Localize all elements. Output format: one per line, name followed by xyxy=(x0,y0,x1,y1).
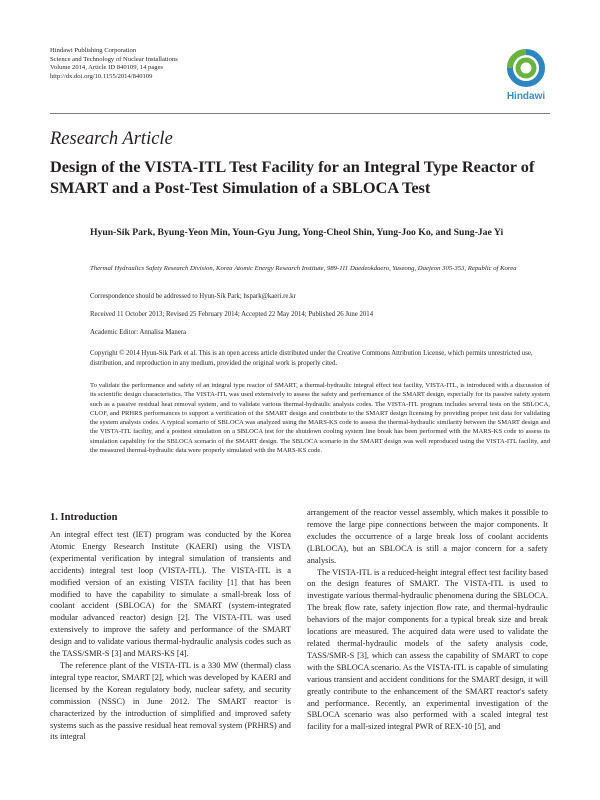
article-type-label: Research Article xyxy=(50,129,173,149)
copyright-notice: Copyright © 2014 Hyun-Sik Park et al. This is an open access article distributed under the Creative Commons Attribution License, which permits unrestricted use, distribution, and reproduction in any medium, provided the original work is properly cited. xyxy=(90,350,533,367)
journal-header xyxy=(50,47,178,81)
abstract: To validate the performance and safety of an integral type reactor of SMART, a thermal-hydraulic integral effect test facility, VISTA-ITL, is introduced with a discussion of its scientific design characteristics. The VISTA-ITL was used extensively to assess the safety and performance of the SMART design, especially for its passive safety system such as a passive residual heat removal system, and to validate various thermal-hydraulic analysis codes. The VISTA-ITL program includes several tests on the SBLOCA, CLOF, and PRHRS performances to support a verification of the SMART design and contribute to the SMART design licensing by providing proper test data for validating the system analysis codes. A typical scenario of SBLOCA was analyzed using the MARS-KS code to assess the thermal-hydraulic similarity between the SMART design and the VISTA-ITL facility, and a posttest simulation on a SBLOCA test for the shutdown cooling system line break has been performed with the MARS-KS code to assess its simulation capability for the SBLOCA scenario of the SMART design. The SBLOCA scenario in the SMART design was well reproduced using the VISTA-ITL facility, and the measured thermal-hydraulic data were properly simulated with the MARS-KS code. xyxy=(90,382,550,455)
affiliation: Thermal Hydraulics Safety Research Division, Korea Atomic Energy Research Institute, 989-111 Daedeokdaero, Yuseong, Daejeon 305-353, Republic of Korea xyxy=(90,265,517,272)
dates-line: Received 11 October 2013; Revised 25 February 2014; Accepted 22 May 2014; Published 26 June 2014 xyxy=(90,311,374,318)
paragraph: The VISTA-ITL is a reduced-height integral effect test facility based on the design features of SMART. The VISTA-ITL is used to investigate various thermal-hydraulic phenomena during the SBLOCA. The break flow rate, safety injection flow rate, and thermal-hydraulic behaviors of the major components for a typical break size and break locations are measured. The acquired data were used to validate the related thermal-hydraulic models of the safety analysis code, TASS/SMR-S [3], which can assess the capability of SMART to cope with the SBLOCA scenario. As the VISTA-ITL is capable of simulating various transient and accident conditions for the SMART design, it will greatly contribute to the enhancement of the SMART reactor's safety and performance. Recently, an experimental investigation of the SBLOCA scenario was also performed with a scaled integral test facility for a mall-sized integral PWR of REX-10 [5], and xyxy=(307,567,548,732)
publisher-name: Hindawi Publishing Corporation xyxy=(50,47,137,54)
right-column xyxy=(307,507,548,733)
author-list: Hyun-Sik Park, Byung-Yeon Min, Youn-Gyu Jung, Yong-Cheol Shin, Yung-Joo Ko, and Sung-Jae Yi xyxy=(90,227,504,238)
header-divider xyxy=(50,113,550,114)
correspondence-line: Correspondence should be addressed to Hyun-Sik Park; hspark@kaeri.re.kr xyxy=(90,293,296,300)
journal-name: Science and Technology of Nuclear Installations xyxy=(50,55,178,63)
article-title: Design of the VISTA-ITL Test Facility for an Integral Type Reactor of SMART and a Post-Test Simulation of a SBLOCA Test xyxy=(50,157,535,197)
academic-editor: Academic Editor: Annalisa Manera xyxy=(90,329,187,336)
paragraph: arrangement of the reactor vessel assembly, which makes it possible to remove the large pipe connections between the major components. It excludes the occurrence of a large break loss of coolant accidents (LBLOCA), but an SBLOCA is still a major concern for a safety analysis. xyxy=(307,508,548,565)
volume-info: Volume 2014, Article ID 840109, 14 pages xyxy=(50,64,164,72)
hindawi-wordmark: Hindawi xyxy=(506,91,546,102)
doi-link[interactable]: http://dx.doi.org/10.1155/2014/840109 xyxy=(50,72,153,80)
paragraph: An integral effect test (IET) program was conducted by the Korea Atomic Energy Research Institute (KAERI) using the VISTA (experimental verification by integral simulation of transients and accidents) integral test loop (VISTA-ITL). The VISTA-ITL is a modified version of an existing VISTA facility [1] that has been modified to have the capability to simulate a small-break loss of coolant accident (SBLOCA) for the SMART (system-integrated modular advanced reactor) design [2]. The VISTA-ITL was used extensively to improve the safety and performance of the SMART design and to validate various thermal-hydraulic analysis codes such as the TASS/SMR-S [3] and MARS-KS [4]. xyxy=(50,530,291,659)
paragraph: The reference plant of the VISTA-ITL is a 330 MW (thermal) class integral type reactor, SMART [2], which was developed by KAERI and licensed by the Korean regulatory body, nuclear safety, and security commission (NSSC) in June 2012. The SMART reactor is characterized by the introduction of simplified and improved safety systems such as the passive residual heat removal system (PRHRS) and its integral xyxy=(50,660,291,742)
section-heading-introduction: 1. Introduction xyxy=(50,512,118,523)
left-column xyxy=(50,529,291,743)
